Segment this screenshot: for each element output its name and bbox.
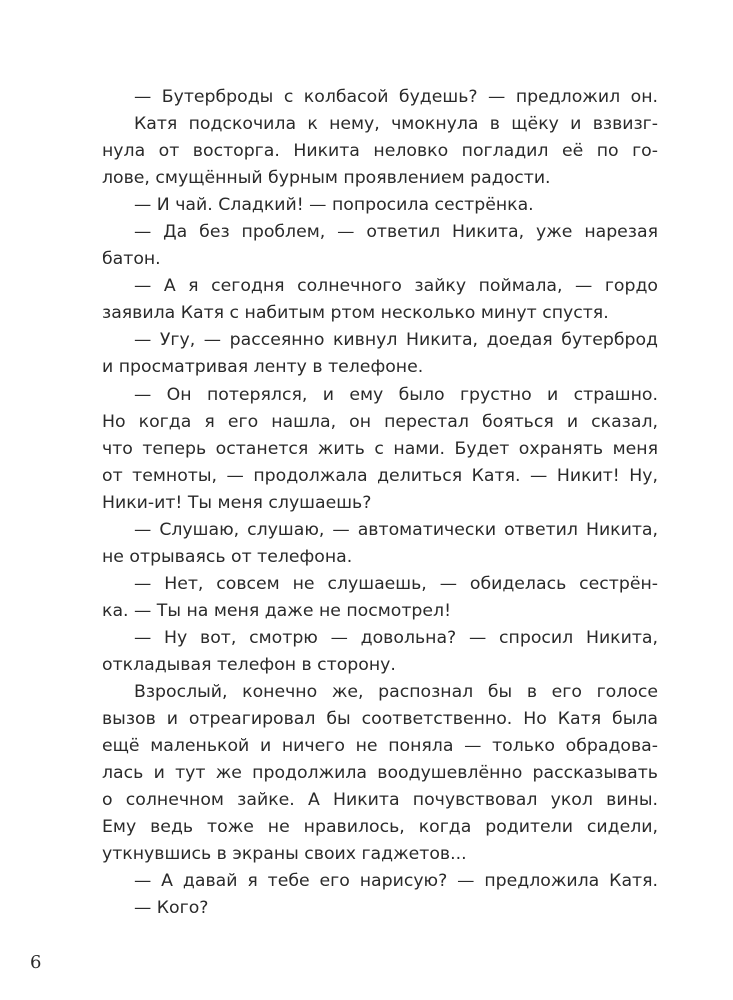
text-line: — Да без проблем, — ответил Никита, уже нарезая [134,222,658,243]
text-line: лове, смущённый бурным проявлением радости. [102,168,551,189]
text-line: Катя подскочила к нему, чмокнула в щёку и взвизг- [134,114,658,135]
text-line: — А давай я тебе его нарисую? — предложила Катя. [134,871,658,892]
text-line: и просматривая ленту в телефоне. [102,357,424,378]
text-line: — Кого? [134,898,209,919]
text-line: уткнувшись в экраны своих гаджетов... [102,844,467,865]
text-line: — Угу, — рассеянно кивнул Никита, доедая бутерброд [134,330,658,351]
text-line: — Бутерброды с колбасой будешь? — предложил он. [134,87,658,107]
text-line: Но когда я его нашла, он перестал бояться и сказал, [102,411,658,432]
page-number: 6 [30,952,42,973]
text-line: не отрываясь от телефона. [102,546,353,567]
text-line: ещё маленькой и ничего не поняла — только обрадова- [102,736,658,757]
text-line: лась и тут же продолжила воодушевлённо рассказывать [102,763,658,784]
text-line: от темноты, — продолжала делиться Катя. — Никит! Ну, [102,465,658,486]
text-line: откладывая телефон в сторону. [102,654,396,675]
text-line: — Ну вот, смотрю — довольна? — спросил Никита, [134,627,658,648]
text-line: — А я сегодня солнечного зайку поймала, — гордо [134,276,658,297]
text-line: что теперь останется жить с нами. Будет охранять меня [102,438,658,459]
text-line: нула от восторга. Никита неловко погладил её по го- [102,141,658,162]
text-line: — Нет, совсем не слушаешь, — обиделась сестрён- [134,573,658,594]
text-line: — И чай. Сладкий! — попросила сестрёнка. [134,195,534,216]
text-line: батон. [102,249,161,270]
text-line: — Слушаю, слушаю, — автоматически ответил Никита, [134,519,658,540]
text-line: Ему ведь тоже не нравилось, когда родители сидели, [102,817,658,838]
text-line: Ники-ит! Ты меня слушаешь? [102,492,372,513]
text-line: заявила Катя с набитым ртом несколько минут спустя. [102,303,609,324]
text-line: ка. — Ты на меня даже не посмотрел! [102,600,452,621]
text-line: Взрослый, конечно же, распознал бы в его голосе [134,682,658,703]
text-line: вызов и отреагировал бы соответственно. Но Катя была [102,709,658,730]
text-line: о солнечном зайке. А Никита почувствовал укол вины. [102,790,658,811]
text-line: — Он потерялся, и ему было грустно и страшно. [134,384,658,405]
body-text [102,84,658,922]
